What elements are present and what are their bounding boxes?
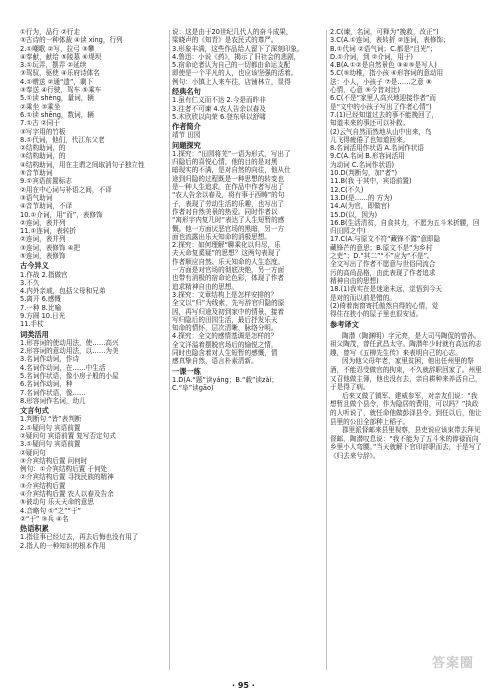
answer-line: 3.不久 [20,278,40,287]
answer-line: 也带有消极的宿命论色彩，体现了作者 [172,274,285,283]
answer-line: 是一种人生追求。在作品中作者写出了 [172,183,285,192]
answer-line: 3.①疑问句 宾语前置 [20,440,81,449]
section-heading: 作者简介 [172,122,201,132]
answer-line: 17.C(A.与原文不符“藏锋不露”意即隐 [330,235,441,244]
answer-line: ⑤被动句 乐天天命的意思 [20,498,94,507]
section-heading: 词类活用 [20,329,49,339]
answer-line: 1.虽有仁义而不达 2.今是而昨非 [172,96,266,105]
answer-line: 4.内外亲戚，包括父母和兄弟 [20,287,106,296]
answer-line: ②连词，表并列 [20,218,66,227]
answer-line: 污的高尚品格，由此表现了作者追求 [330,268,436,277]
answer-line: 为动词 C.名词作状语) [330,160,395,169]
answer-line: ③介宾结构后置 问何时 [20,456,88,465]
answer-line: 1.指往事已经过去，再去后悔也没有用了 [20,533,139,542]
answer-line: 11.①连词，表转折 [20,227,76,236]
answer-line: 儿飞得疲倦了也知道回来。 [330,135,410,144]
translation-paragraph: 因为他父母年老，家里贫困，他出任州里的祭酒，不能忍受做官的拘束，不久就辞职回家了。州里又召他做主簿，他也没有去，亲自耕种来养活自己，于是得了病。 [330,357,482,392]
answer-line: 追求精神自由的思想。 [172,282,238,291]
answer-line: 10.D(判断句，加“者”) [330,169,398,178]
answer-line: ②连词，表并列 [20,235,66,244]
right-column [330,28,482,678]
answer-line: 4.音略句 ①“之”“于” [20,506,81,515]
answer-line: ③写字用的竹板 [20,127,66,136]
answer-line: 4.名词作动词，在……中生活 [20,363,106,372]
answer-line: ③奉送 ④行驶，驾车 ⑤乘车 [20,86,102,95]
answer-line: “寓形宇内复几时”表达了人生短暂的感 [172,216,285,225]
section-heading: 经典名句 [172,87,201,97]
answer-line: 例句：小镇上人来车往，店铺林立，显得 [172,77,291,86]
answer-line: 是“文中的小孩子写出了作者心情”) [330,102,432,111]
translation-paragraph: 后来又做了镇军、建威参军，对亲友们说：“我想暂且做个县令，作为隐居的费用，可以吗？”执政的人听说了，就任命他做彭泽县令。到任以后，他让县里的公田全部种上稻子。 [330,391,482,426]
answer-line: 1.D(A.“题”读yáng；B.“载”读zài； [172,375,278,384]
middle-column [172,28,322,678]
answer-line: 2.C(谏，名词，可释为“挽救，改正”) [330,28,439,36]
answer-line: 2.探究：如何理解“聊乘化以归尽，乐 [172,241,281,250]
answer-line: 2.指人的一种知识的根本作用 [20,541,106,550]
answer-line: B.①代词 ②语气词；C.都是“目光”； [330,44,437,53]
answer-line: 之吏”；D.“其二”“不”应为“不是”。 [330,252,434,261]
answer-line: (2)云气自然而然地从山中出来，鸟 [330,127,432,136]
answer-line: 2.①嘲歌 ②写，拉弓 ③攀 [20,44,95,53]
answer-line: ④奉献，献给 ⑤陵墓 ⑥堤坝 [20,52,102,61]
answer-line: ③驾驭，驱使 ④乐府诗体名 [20,69,100,78]
answer-line: 6.①读 shēng，数词，辆 [20,110,94,119]
answer-line: ④结构助词，用在主谓之间取消句子独立性 [20,160,145,169]
answer-line: 子，表现了劳动生活的乐趣，也写出了 [172,199,285,208]
answer-line: ②疑问句 宾语前置 复写否定句式 [20,431,116,440]
answer-line: ③语气助词 [20,193,53,202]
answer-line: ④音节助词，不译 [20,202,73,211]
answer-line: 面也流露出乐天知命的消极思想。 [172,232,271,241]
answer-line: 14.A(为官，即做官) [330,202,390,211]
answer-line: 8.形容词作名词，幼儿 [20,396,86,405]
answer-line: 途到归隐的过程既是一种思想的转变也 [172,174,285,183]
answer-line: 是对的而以前是错的。 [330,293,396,302]
answer-line: 6.名词作动词，种 [20,380,73,389]
answer-line: 3.名词作动词，作诗 [20,355,80,364]
section-heading: 古今异义 [20,261,49,271]
answer-line: 靖节 田园 [172,131,201,140]
translation-paragraph: 陶潜（陶渊明）字元亮，是大司马陶侃的曾孙。祖父陶茂，曾任武昌太守。陶潜年少时就有高远的志趣，曾写《五柳先生传》来表明自己的心志。 [330,331,482,357]
answer-line: 1.作战 2.指做官 [20,270,68,279]
answer-line: 5.C(⑤幼稚，指小孩 ⑥形容词的意动用 [330,69,444,78]
answer-line: ②用在中心词与补语之间，不译 [20,185,112,194]
answer-line: 一方面是对官场的彻底决绝，另一方面 [172,266,285,275]
answer-line: 暗现实的不满，是对自然的向往，他从仕 [172,166,291,175]
answer-line: 心情，心意 ⑨今昔对比) [330,86,400,95]
answer-line: 2.①疑问句 宾语前置 [20,423,81,432]
answer-line: 归田园之中) [330,227,366,236]
answer-line: D.①介词，到 ②介词，用于) [330,52,414,61]
right-column-answers [330,28,482,318]
answer-line: 7.名词作状语，像…… [20,388,86,397]
answer-line: 梁晓声的《知青》是农民式的尊严。 [172,36,278,45]
answer-line: 9.①宾语前置标志 [20,177,72,186]
answer-line: 11.B(我 于其中，宾语前置) [330,177,412,186]
answer-line: 作者对自然美景的热爱。同时作者以 [172,207,278,216]
answer-line: 感真挚自然，语言朴素清新。 [172,357,258,366]
answer-line: 9.方圆 10.日光 [20,312,66,320]
answer-line: 1.探究：“田园将芜”一语为形式，写出了 [172,149,291,158]
answer-line: 全文写出了作者不愿意与世俗同流合 [330,260,436,269]
answer-line: ⑤音节助词 [20,169,53,178]
section-heading: 一课一练 [172,366,201,376]
answer-line: 3.①玩弄，摆弄 ②延续 [20,61,87,70]
answer-line: ⑤连词，表修饰 [20,252,66,261]
reference-translation-text [330,332,482,461]
answer-line: 知道未来的事还可以补救。 [330,119,410,128]
answer-line: 12.C(不久) [330,185,364,194]
reference-translation-title: 参考译文 [330,320,359,330]
column-divider [169,30,170,670]
answer-line: 4.①赠送 ②通“遗”，剩下 [20,77,94,86]
answer-line: ②“于” ③兵 ④名 [20,514,69,523]
translation-paragraph: 郡里派督邮来县里视察，县吏说应该束带去拜见督邮，陶潜叹息说：“我不能为了五斗米的俸禄而向乡里小人弯腰。”当天就解下官印辞职而去，于是写了《归去来兮辞》。 [330,426,482,460]
answer-line: 5.名词作状语，像小房子般的小屋 [20,371,119,380]
answer-line: 15.D(以，因为) [330,210,378,219]
answer-line: 知命的情怀，层次清晰，脉络分明。 [172,324,278,333]
section-heading: 问题探究 [172,140,201,150]
answer-line: ②疑问句 [20,448,46,457]
answer-line: 法：小人，小孩子 ⑦是……之意 ⑧ [330,77,432,86]
answer-line: 13.D(是……的 方为) [330,193,393,202]
answer-line: 16.B(生活清贫，自食其力，不愿为五斗米折腰，回 [330,218,480,227]
answer-line: ③古诗的一种体裁 ④读 xíng，行列 [20,36,123,45]
answer-line: 5.①读 shèng，量词，辆 [20,94,94,103]
column-divider [326,30,327,670]
answer-line: 8.①代词，他们，代江东父老 [20,135,105,144]
answer-line: 作者顺应自然、乐天知命的人生态度。 [172,257,285,266]
answer-line: ②介宾结构后置 寻找民族的精神 [20,473,114,482]
answer-line: (2)倚着南窗寄托傲然自得的心情，觉 [330,301,439,310]
answer-line: ③连词，表修饰 ④把 [20,243,81,252]
answer-line: 精神自由的思想) [330,276,379,285]
answer-line: 9.C(A.名词 B.形容词活用 [330,152,405,161]
answer-line: 说：这是由于20世纪几代人的奋斗成果， [172,28,293,36]
page-number: · 95 · [232,681,255,690]
answer-line: 5.离开 6.感慨 [20,295,62,304]
answer-line: 同时也隐含着对人生短暂的感慨，情 [172,349,278,357]
answer-line: 藏锋芒的意思；B.原文不是“为乡村 [330,243,433,252]
section-heading: 热语积累 [20,524,49,534]
answer-line: 全文以“归”为线索，先写辞官归隐的原 [172,299,285,308]
answer-line: “农人告余以春及，将有事于西畴”的句 [172,191,285,200]
answer-line: 夫天命复奚疑”的思想？这两句表现了 [172,249,281,258]
answer-line: 7.①古 ②同于 [20,119,60,128]
answer-line: ②乘坐 ③乘坐 [20,102,61,111]
answer-line: 7.一种 8.比喻 [20,303,62,312]
left-column [20,28,166,678]
answer-line: C.“阜”读gāo) [172,384,214,393]
answer-line: 4.探究：全文的感情基调是怎样的？ [172,332,278,341]
answer-line: 2.形容词的意动用法，以……为美 [20,347,119,356]
section-heading: 文言句式 [20,406,49,416]
answer-line: 1.形容词的使动用法，使……高兴 [20,338,119,347]
answer-line: 3.探究：文章结构上是怎样安排的？ [172,290,278,299]
answer-line: 7.(1)已经知道过去的事不能挽回了， [330,110,438,119]
answer-line: 3.形象丰满，这些作品给人留下了深刻印象。 [172,44,304,53]
answer-line: 8.名词活用作状语 A.名词作状语 [330,144,425,153]
answer-line: 慨。他一方面厌恶官场的黑暗，另一方 [172,224,285,233]
answer-line: 得住在狭小的屋子里也很安适。 [330,310,423,319]
answer-line: 18.(1)我实在是迷途未远，觉悟到今天 [330,285,443,294]
answer-line: 4.B(A.①②是自然景色 ③④⑤是写人) [330,61,437,70]
answer-line: 10.①介词，用“而”，表修饰 [20,210,103,219]
answer-line: 因，再写归途及初到家中的情景，接着 [172,307,285,316]
answer-line: ④介宾结构后置 农人以春及告余 [20,490,114,499]
answer-line: 3.往者不可谏 4.农人告余以春及 [172,104,266,113]
answer-line: 1.判断句 “皆”表判断 [20,415,82,424]
answer-line: ②结构助词，的 [20,144,66,153]
answer-line: 11.手杖 [20,320,44,329]
answer-line: ①行为，品行 ②行走 [20,28,81,36]
answer-line: 即使是一个平凡的人，也应该坚强的活着。 [172,69,298,78]
answer-line: 写归隐后的田园生活，最后抒发乐天 [172,315,278,324]
answer-line: 例句：①介宾结构后置 于何处 [20,465,108,474]
site-watermark: 答案圈 [432,656,475,671]
answer-line: 4.鲁迅：小说《药》，揭示了旧社会的悲剧， [172,52,301,61]
answer-line: 5.宿命论者认为自己的一切都由命运支配 [172,61,291,70]
answer-line: 6.C(不是“家里人高兴地迎接作者”而 [330,94,437,103]
answer-line: ③介宾结构后置 [20,481,66,490]
answer-line: 5.木欣欣以向荣 6.登东皋以舒啸 [172,112,266,121]
answer-line: 3.C(A.①连词，表转折 ②连词，表修饰； [330,36,450,45]
answer-line: 全文洋溢着摆脱官场后的愉悦之情， [172,340,278,349]
answer-line: ③结构助词，的 [20,152,66,161]
answer-line: 归隐后的喜悦心情，他的目的是对黑 [172,158,278,167]
